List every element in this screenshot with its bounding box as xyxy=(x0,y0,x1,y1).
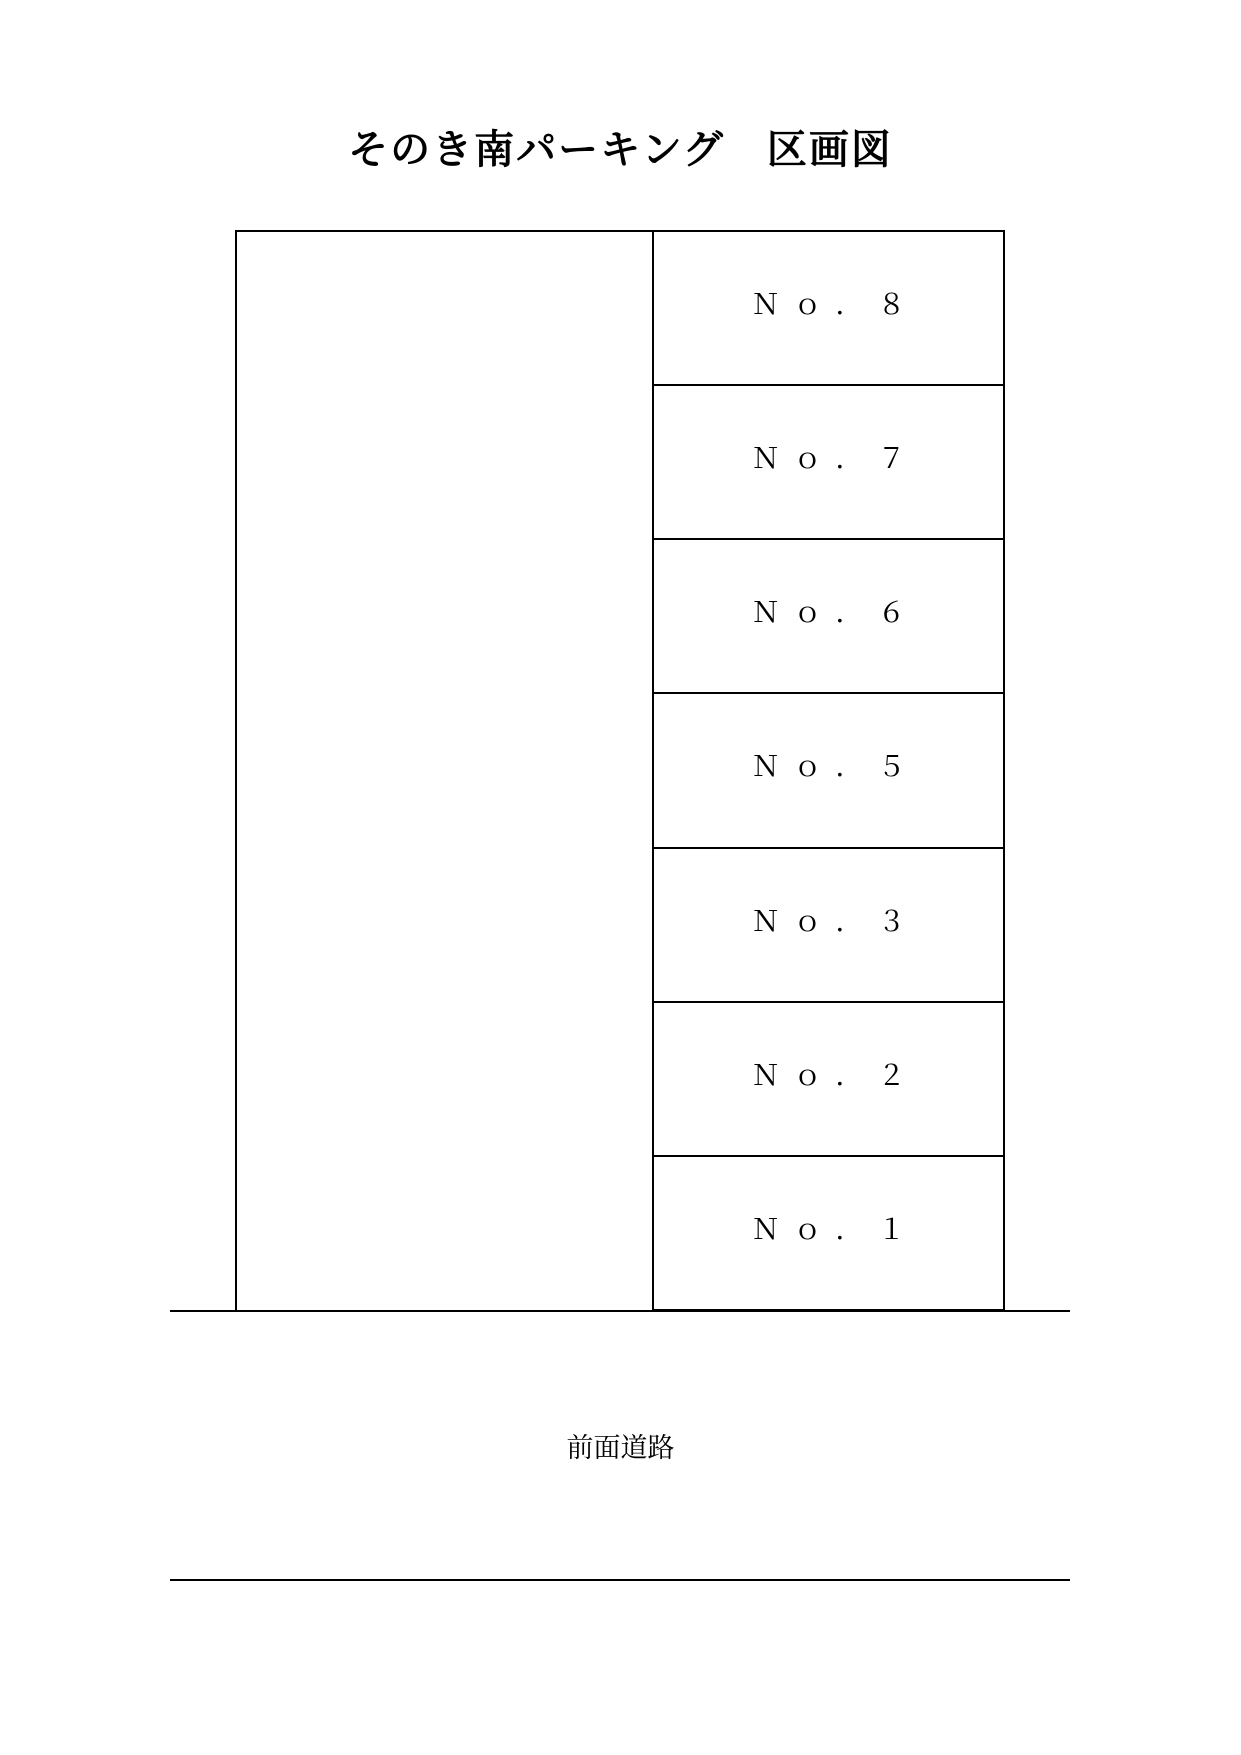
parking-space-label: Ｎｏ．２ xyxy=(751,1058,920,1092)
parking-space-label: Ｎｏ．８ xyxy=(751,288,920,322)
road-edge-top xyxy=(170,1310,1070,1312)
parking-space-label: Ｎｏ．５ xyxy=(751,750,920,784)
parking-lot xyxy=(235,230,1005,1311)
road-label: 前面道路 xyxy=(566,1433,675,1464)
parking-space xyxy=(654,1003,1003,1157)
parking-space-label: Ｎｏ．１ xyxy=(751,1212,920,1246)
parking-space xyxy=(654,540,1003,694)
parking-space xyxy=(654,1157,1003,1311)
page-title: そのき南パーキング 区画図 xyxy=(348,127,893,173)
building-area xyxy=(237,232,654,1311)
parking-space-label: Ｎｏ．３ xyxy=(751,904,920,938)
parking-space-column xyxy=(654,232,1003,1311)
parking-space xyxy=(654,694,1003,848)
parking-space xyxy=(654,232,1003,386)
road-edge-bottom xyxy=(170,1579,1070,1581)
parking-space xyxy=(654,386,1003,540)
parking-space-label: Ｎｏ．７ xyxy=(751,442,920,476)
parking-space xyxy=(654,849,1003,1003)
parking-space-label: Ｎｏ．６ xyxy=(751,596,920,630)
